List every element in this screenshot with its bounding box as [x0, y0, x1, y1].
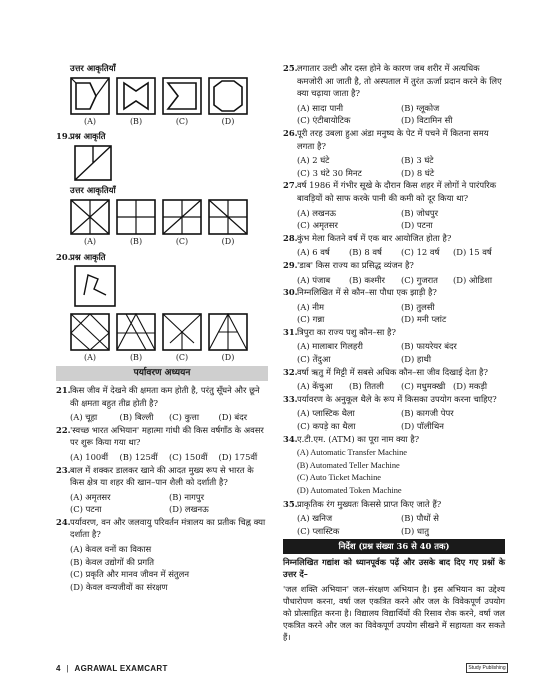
- q18-option-b-figure: (B): [116, 77, 156, 129]
- q25-option-c[interactable]: (C) एंटीबायोटिक: [297, 115, 351, 126]
- q27-options: [283, 207, 505, 232]
- q21-option-c[interactable]: (C) कुत्ता: [169, 412, 199, 423]
- q23-option-b[interactable]: (B) नागपुर: [169, 491, 205, 502]
- q24-option-c[interactable]: (C) प्रकृति और मानव जीवन में संतुलन: [70, 569, 189, 580]
- q20-question-figure: [56, 265, 268, 311]
- q21-option-a[interactable]: (A) चूहा: [70, 412, 98, 423]
- q19-answer-figures: [56, 199, 268, 249]
- left-column: [56, 62, 268, 593]
- q35-option-d[interactable]: (D) धातु: [401, 525, 430, 536]
- q26-option-d[interactable]: (D) 8 घंटे: [401, 167, 435, 178]
- q25-option-b[interactable]: (B) ग्लूकोज: [401, 102, 440, 113]
- q21-option-d[interactable]: (D) बंदर: [218, 412, 248, 423]
- section-heading: पर्यावरण अध्ययन: [56, 366, 268, 381]
- q29-option-c[interactable]: (C) गुजरात: [401, 274, 438, 285]
- q21-option-b[interactable]: (B) बिल्ली: [119, 412, 154, 423]
- q27-option-d[interactable]: (D) पटना: [401, 220, 433, 231]
- q28-option-c[interactable]: (C) 12 वर्ष: [401, 247, 440, 258]
- q27-option-a[interactable]: (A) लखनऊ: [297, 207, 336, 218]
- right-column: [283, 62, 505, 643]
- q32-options: [283, 380, 505, 393]
- q31-option-b[interactable]: (B) फायरेयर बंदर: [401, 341, 457, 352]
- q32-option-d[interactable]: (D) मकड़ी: [453, 381, 488, 392]
- q24-option-a[interactable]: (A) केवल वनों का विकास: [70, 544, 152, 555]
- q25-option-d[interactable]: (D) विटामिन सी: [401, 115, 453, 126]
- footer-divider: |: [66, 663, 69, 673]
- q25-options: [283, 102, 505, 127]
- q35: 35. प्राकृतिक रंग मुख्यतः किससे प्राप्त किए जाते हैं?: [283, 498, 442, 509]
- q34: 34. ए.टी.एम. (ATM) का पूरा नाम क्या है?: [283, 433, 420, 444]
- q19-answer-label: उत्तर आकृतियाँ: [70, 185, 116, 196]
- q34-options: [283, 447, 505, 497]
- q24: 24. पर्यावरण, वन और जलवायु परिवर्तन मंत्रालय का प्रतीक चिह्न क्या दर्शाता है?: [56, 516, 266, 540]
- q22-option-d[interactable]: (D) 175वीं: [218, 451, 258, 462]
- q26-option-c[interactable]: (C) 3 घंटे 30 मिनट: [297, 167, 362, 178]
- q26-option-a[interactable]: (A) 2 घंटे: [297, 155, 330, 166]
- q31-option-a[interactable]: (A) मालाबार गिलहरी: [297, 341, 363, 352]
- q34-option-b[interactable]: (B) Automated Teller Machine: [297, 460, 400, 470]
- page-number: 4: [56, 663, 61, 673]
- publisher-stamp: Study Publishing: [466, 663, 508, 673]
- q28-option-a[interactable]: (A) 6 वर्ष: [297, 247, 330, 258]
- q30-option-b[interactable]: (B) तुलसी: [401, 301, 435, 312]
- page-footer: [56, 661, 508, 675]
- q18-answer-label: उत्तर आकृतियाँ: [70, 63, 116, 73]
- q31-options: [283, 340, 505, 365]
- q23-options: [56, 491, 268, 516]
- q22: 22. 'स्वच्छ भारत अभियान' महात्मा गांधी की किस वर्षगाँठ के अवसर पर शुरू किया गया था?: [56, 424, 264, 448]
- q32-option-c[interactable]: (C) मधुमक्खी: [401, 381, 446, 392]
- q19-option-c-figure: (C): [162, 199, 202, 249]
- q31-option-d[interactable]: (D) हाथी: [401, 354, 432, 365]
- directions-heading: निर्देश (प्रश्न संख्या 36 से 40 तक): [283, 539, 505, 554]
- q29-option-b[interactable]: (B) कश्मीर: [349, 274, 385, 285]
- q20-option-b-figure: (B): [116, 313, 156, 365]
- q26-option-b[interactable]: (B) 3 घंटे: [401, 155, 434, 166]
- q29-option-d[interactable]: (D) ओडिशा: [453, 274, 492, 285]
- q27: 27. वर्ष 1986 में गंभीर सूखे के दौरान किस शहर में लोगों ने पारंपरिक बावड़ियों को साफ करके पानी की कमी को दूर किया था?: [283, 180, 497, 203]
- q24-options: [56, 543, 268, 593]
- q21-options: [56, 411, 268, 424]
- q23: 23. बाल में शक्कर डालकर खाने की आदत मुख्य रूप से भारत के किस क्षेत्र या शहर की खान–पान शैली को दर्शाती है?: [56, 464, 254, 488]
- q19-option-d-figure: (D): [208, 199, 248, 249]
- q27-option-b[interactable]: (B) जोधपुर: [401, 207, 439, 218]
- q23-option-d[interactable]: (D) लखनऊ: [169, 504, 209, 515]
- q30-option-a[interactable]: (A) नीम: [297, 301, 325, 312]
- brand-name: AGRAWAL EXAMCART: [74, 663, 168, 673]
- q28: 28. कुंभ मेला कितने वर्ष में एक बार आयोजित होता है?: [283, 232, 452, 243]
- q20-option-a-figure: (A): [70, 313, 110, 365]
- q20-answer-figures: [56, 313, 268, 365]
- q19-option-b-figure: (B): [116, 199, 156, 249]
- directions-text: निम्नलिखित गद्यांश को ध्यानपूर्वक पढ़ें और उसके बाद दिए गए प्रश्नों के उत्तर दें–: [283, 556, 505, 579]
- q32-option-b[interactable]: (B) तितली: [349, 381, 384, 392]
- q30-option-c[interactable]: (C) गन्ना: [297, 314, 325, 325]
- q19-question-figure: [56, 145, 268, 185]
- q33-option-b[interactable]: (B) कागजी पेपर: [401, 408, 454, 419]
- q22-option-a[interactable]: (A) 100वीं: [70, 451, 109, 462]
- q31-option-c[interactable]: (C) तेंदुआ: [297, 354, 331, 365]
- q24-option-d[interactable]: (D) केवल वन्यजीवों का संरक्षण: [70, 581, 168, 592]
- q33-options: [283, 407, 505, 432]
- q23-option-a[interactable]: (A) अमृतसर: [70, 491, 111, 502]
- q35-option-a[interactable]: (A) खनिज: [297, 513, 333, 524]
- q20-option-c-figure: (C): [162, 313, 202, 365]
- q29-option-a[interactable]: (A) पंजाब: [297, 274, 331, 285]
- passage-text: 'जल शक्ति अभियान' जल–संरक्षण अभियान है। इस अभियान का उद्देश्य पौधारोपण करना, वर्षा जल एकत्रित करने और जल के विवेकपूर्ण उपयोग को प्रोत्साहित करना है। विद्यालय विद्यार्थियों की रिसाव रोक करने, वर्षा जल एकत्रित करने और जल का विवेकपूर्ण उपयोग सीखने में सहायता कर सकते हैं।: [283, 583, 505, 642]
- q22-option-c[interactable]: (C) 150वीं: [169, 451, 208, 462]
- q30-options: [283, 301, 505, 326]
- q28-option-b[interactable]: (B) 8 वर्ष: [349, 247, 382, 258]
- q18-option-a-figure: (A): [70, 77, 110, 129]
- q31: 31. त्रिपुरा का राज्य पशु कौन–सा है?: [283, 326, 396, 337]
- q23-option-c[interactable]: (C) पटना: [70, 504, 102, 515]
- q32-option-a[interactable]: (A) केंचुआ: [297, 381, 333, 392]
- q34-option-d[interactable]: (D) Automated Token Machine: [297, 486, 402, 495]
- q30-option-d[interactable]: (D) मनी प्लांट: [401, 314, 447, 325]
- q29: 29. 'डाब' किस राज्य का प्रसिद्ध व्यंजन है?: [283, 259, 414, 270]
- q25-option-a[interactable]: (A) सादा पानी: [297, 102, 344, 113]
- q20: 20. प्रश्न आकृति: [56, 251, 106, 262]
- q20-option-d-figure: (D): [208, 313, 248, 365]
- q28-option-d[interactable]: (D) 15 वर्ष: [453, 247, 492, 258]
- q35-option-b[interactable]: (B) पौधों से: [401, 513, 439, 524]
- q22-option-b[interactable]: (B) 125वीं: [119, 451, 158, 462]
- q34-option-c[interactable]: (C) Auto Ticket Machine: [297, 473, 381, 483]
- q33: 33. पर्यावरण के अनुकूल थैले के रूप में किसका उपयोग करना चाहिए?: [283, 393, 497, 404]
- q19: 19. प्रश्न आकृति: [56, 131, 106, 142]
- q33-option-a[interactable]: (A) प्लास्टिक थैला: [297, 408, 355, 419]
- q29-options: [283, 274, 505, 287]
- q18-option-c-figure: (C): [162, 77, 202, 129]
- q34-option-a[interactable]: (A) Automatic Transfer Machine: [297, 448, 408, 458]
- q33-option-c[interactable]: (C) कपड़े का थैला: [297, 421, 356, 432]
- q32: 32. वर्षा ऋतु में मिट्टी में सबसे अधिक कौन–सा जीव दिखाई देता है?: [283, 366, 488, 377]
- q18-option-d-figure: (D): [208, 77, 248, 129]
- q19-option-a-figure: (A): [70, 199, 110, 249]
- q30: 30. निम्नलिखित में से कौन–सा पौधा एक झाड़ी है?: [283, 287, 437, 298]
- q22-options: [56, 451, 268, 464]
- q35-options: [283, 512, 505, 537]
- q26: 26. पूरी तरह उबला हुआ अंडा मनुष्य के पेट में पचने में कितना समय लगता है?: [283, 127, 489, 151]
- q25: 25. लगातार उल्टी और दस्त होने के कारण जब शरीर में अत्यधिक कमजोरी आ जाती है, तो अस्पताल में तुरंत ऊर्जा प्रदान करने के लिए क्या चढ़ाया जाता है?: [283, 63, 502, 99]
- q27-option-c[interactable]: (C) अमृतसर: [297, 220, 338, 231]
- q33-option-d[interactable]: (D) पॉलीथिन: [401, 421, 444, 432]
- q24-option-b[interactable]: (B) केवल उद्योगों की प्रगति: [70, 556, 155, 567]
- q35-option-c[interactable]: (C) प्लास्टिक: [297, 525, 340, 536]
- q26-options: [283, 154, 505, 179]
- q18-answer-figures: [56, 77, 268, 129]
- q21: 21. किस जीव में देखने की क्षमता कम होती है, परंतु सूँघने और छूने की क्षमता बहुत तीव्र होती है?: [56, 384, 260, 408]
- q28-options: [283, 246, 505, 259]
